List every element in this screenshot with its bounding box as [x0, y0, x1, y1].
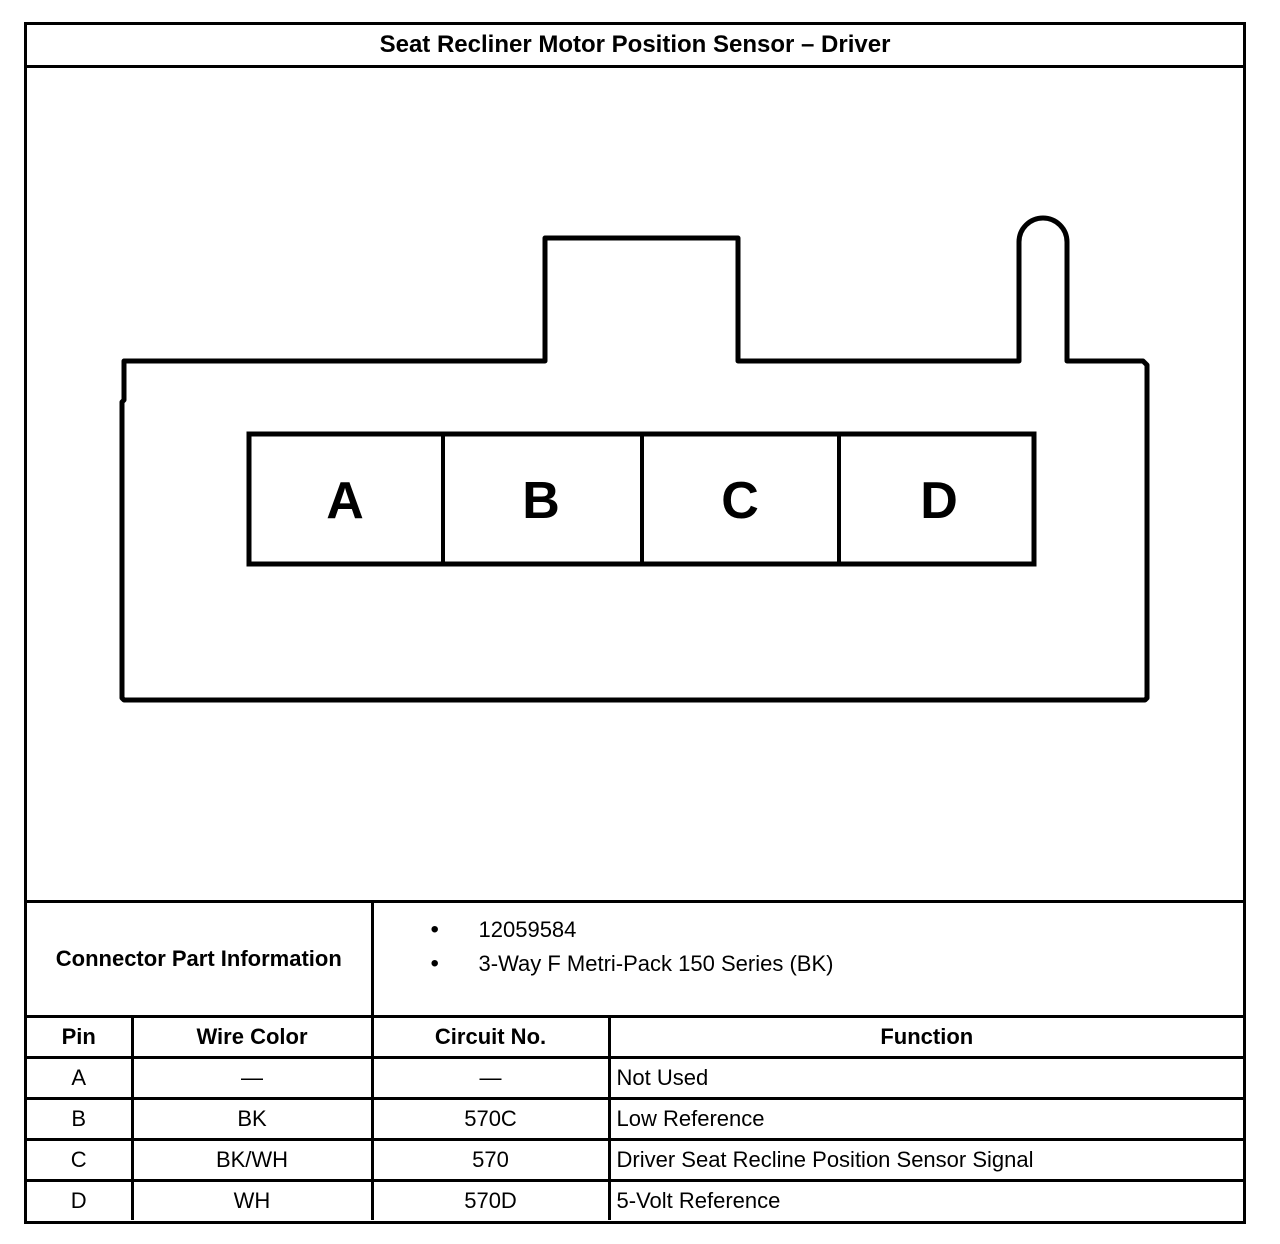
function-cell: Low Reference	[609, 1099, 1243, 1140]
pin-label-c: C	[721, 472, 759, 530]
connector-face-drawing	[27, 68, 1243, 900]
page-title: Seat Recliner Motor Position Sensor – Driver	[27, 25, 1243, 68]
header-function: Function	[609, 1017, 1243, 1058]
table-row	[27, 1140, 1243, 1181]
connector-description: • 3-Way F Metri-Pack 150 Series (BK)	[374, 947, 1244, 981]
part-number: • 12059584	[374, 913, 1244, 947]
connector-diagram	[27, 68, 1243, 900]
part-info-label: Connector Part Information	[27, 902, 372, 1017]
wire-color-cell: —	[132, 1058, 372, 1099]
pin-cell: B	[27, 1099, 132, 1140]
wire-color-cell: BK	[132, 1099, 372, 1140]
wire-color-cell: WH	[132, 1181, 372, 1221]
table-row	[27, 1099, 1243, 1140]
header-pin: Pin	[27, 1017, 132, 1058]
connector-sheet	[24, 22, 1246, 1224]
pin-cell: D	[27, 1181, 132, 1221]
circuit-cell: 570D	[372, 1181, 609, 1221]
pin-label-b: B	[522, 472, 560, 530]
circuit-cell: 570	[372, 1140, 609, 1181]
header-circuit-no: Circuit No.	[372, 1017, 609, 1058]
part-info-list	[372, 902, 1243, 1017]
circuit-cell: —	[372, 1058, 609, 1099]
pin-label-d: D	[920, 472, 958, 530]
circuit-cell: 570C	[372, 1099, 609, 1140]
function-cell: Not Used	[609, 1058, 1243, 1099]
pin-cell: C	[27, 1140, 132, 1181]
connector-info-table	[27, 900, 1243, 1220]
table-row	[27, 1181, 1243, 1221]
header-wire-color: Wire Color	[132, 1017, 372, 1058]
pin-label-a: A	[326, 472, 364, 530]
pin-cell: A	[27, 1058, 132, 1099]
function-cell: 5-Volt Reference	[609, 1181, 1243, 1221]
wire-color-cell: BK/WH	[132, 1140, 372, 1181]
function-cell: Driver Seat Recline Position Sensor Signal	[609, 1140, 1243, 1181]
connector-body-outline	[122, 218, 1147, 700]
table-row	[27, 1058, 1243, 1099]
